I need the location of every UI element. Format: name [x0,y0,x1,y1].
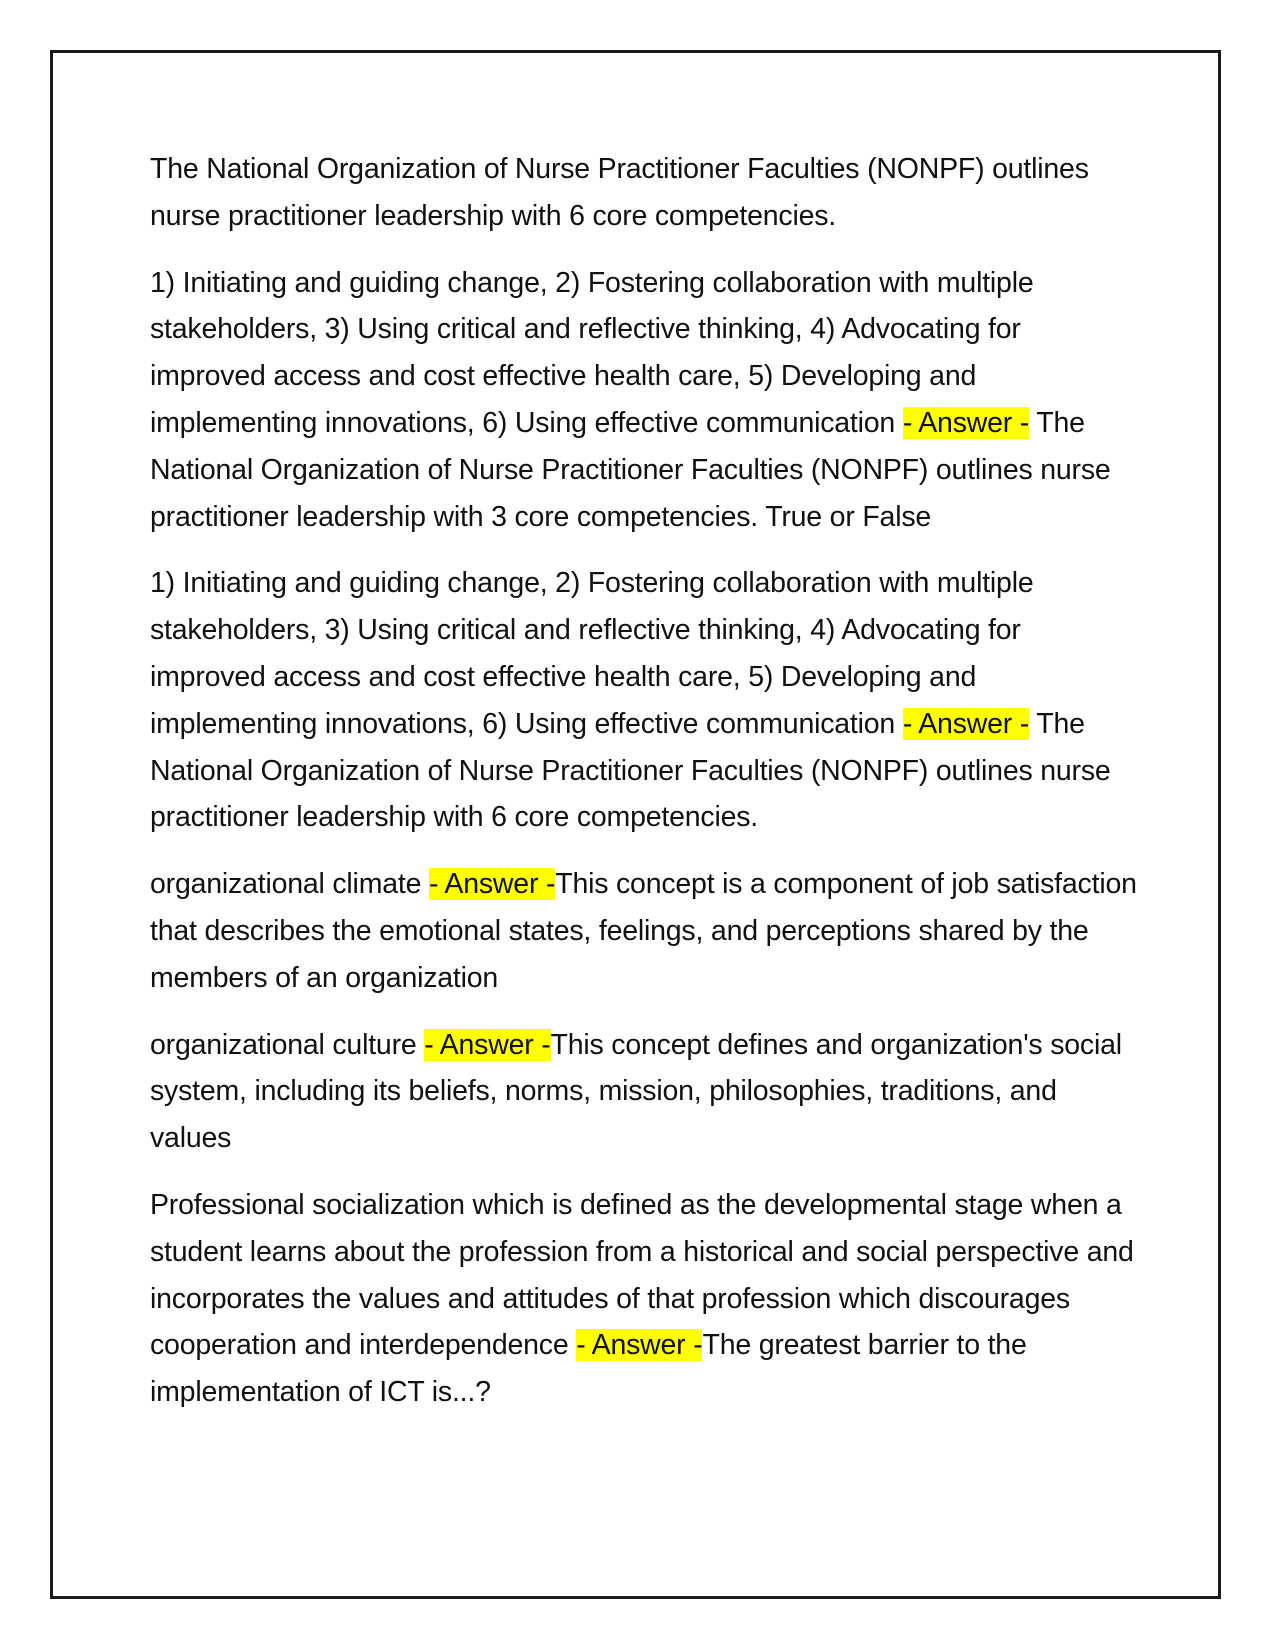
question-text: organizational culture [150,1028,425,1061]
paragraph-3 [150,560,1140,841]
answer-text: The greatest barrier to the implementation of ICT is...? [150,1329,1027,1409]
answer-text: The National Organization of Nurse Practitioner Faculties (NONPF) outlines nurse practitioner leadership with 6 core competencies. [150,707,1111,834]
paragraph-6 [150,1182,1140,1416]
paragraph-4 [150,861,1140,1001]
answer-marker: - Answer - [428,868,556,901]
answer-text: The National Organization of Nurse Practitioner Faculties (NONPF) outlines nurse practitioner leadership with 3 core competencies. True or False [150,406,1111,533]
answer-marker: - Answer - [424,1028,551,1061]
answer-text: This concept is a component of job satisfaction that describes the emotional states, feelings, and perceptions shared by the members of an organization [150,868,1137,994]
question-text: 1) Initiating and guiding change, 2) Fostering collaboration with multiple stakeholders, 3) Using critical and reflective thinking, 4) Advocating for improved access and cost effective health care, 5) Developing and implementing innovations, 6) Using effective communication [150,567,1034,740]
answer-marker: - Answer - [902,406,1030,439]
document-body [150,146,1140,1436]
answer-marker: - Answer - [576,1329,703,1362]
question-text: 1) Initiating and guiding change, 2) Fostering collaboration with multiple stakeholders, 3) Using critical and reflective thinking, 4) Advocating for improved access and cost effective health care, 5) Developing and implementing innovations, 6) Using effective communication [150,266,1034,439]
paragraph-2 [150,260,1140,541]
paragraph-5 [150,1022,1140,1162]
paragraph-text: The National Organization of Nurse Practitioner Faculties (NONPF) outlines nurse practitioner leadership with 6 core competencies. [150,153,1089,232]
answer-text: This concept defines and organization's social system, including its beliefs, norms, mission, philosophies, traditions, and values [150,1028,1122,1155]
paragraph-1 [150,146,1140,240]
question-text: Professional socialization which is defined as the developmental stage when a student learns about the profession from a historical and social perspective and incorporates the values and attitudes of that profession which discourages cooperation and interdependence [150,1188,1134,1362]
answer-marker: - Answer - [902,707,1030,740]
question-text: organizational climate [150,868,429,901]
